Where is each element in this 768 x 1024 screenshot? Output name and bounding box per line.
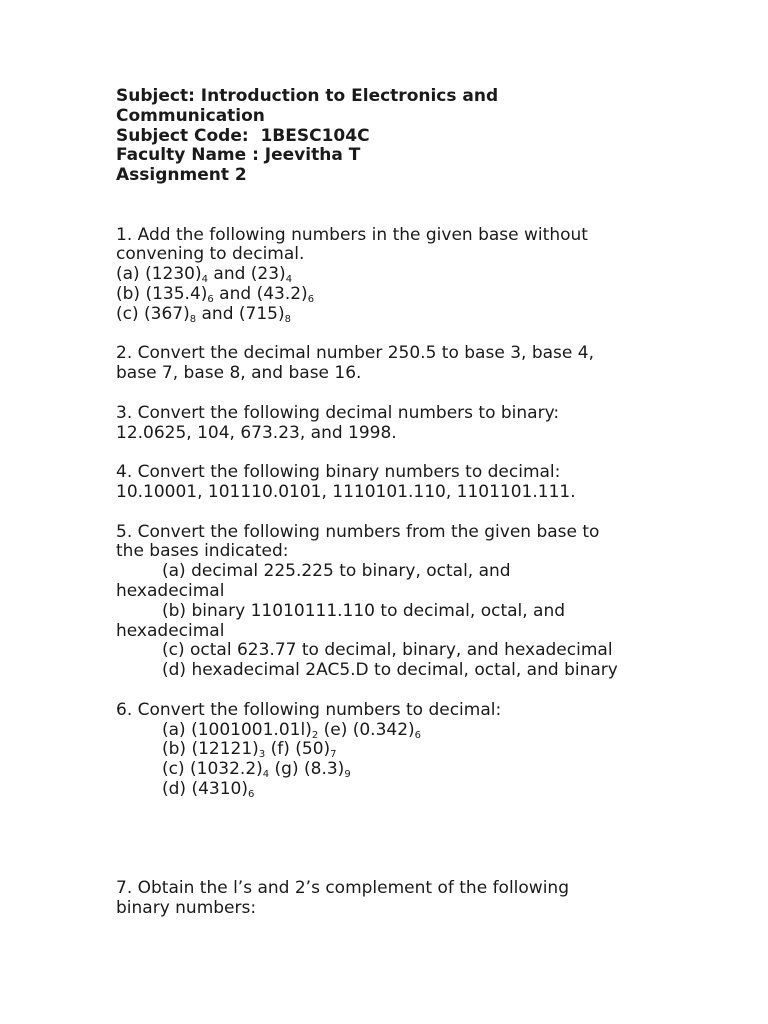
question-5 [116,523,656,681]
subject-code: Subject Code: 1BESC104C [116,125,370,146]
subject-title-line1: Subject: Introduction to Electronics and [116,86,499,106]
question-6-row-4: (d) $(4310)_6$ [162,778,255,800]
question-1-part-a: (a) $(1230)_4$ and $(23)_4$ [116,264,293,286]
question-5-part-c: (c) octal 623.77 to decimal, binary, and hexadecimal [162,640,613,661]
question-2-line2: base 7, base 8, and base 16. [116,363,362,384]
question-6-row-2: (b) $(12121)_3$ (f) $(50)_7$ [162,739,337,761]
question-1-part-b: (b) $(135.4)_6$ and $(43.2)_6$ [116,283,315,305]
question-6 [116,701,656,800]
question-7 [116,879,656,919]
question-6-row-1: (a) $(1001001.01l)_2$ (e) $(0.342)_6$ [162,719,422,741]
question-2-line1: 2. Convert the decimal number 250.5 to base 3, base 4, [116,343,594,364]
question-6-stem: 6. Convert the following numbers to decimal: [116,699,502,720]
question-3 [116,404,656,444]
question-6-row-3: (c) $(1032.2)_4$ (g) $(8.3)_9$ [162,759,351,781]
question-5-part-b-cont: hexadecimal [116,620,225,641]
assignment-number: Assignment 2 [116,165,247,186]
faculty-name: Faculty Name : Jeevitha T [116,145,361,166]
question-5-part-a: (a) decimal 225.225 to binary, octal, and [162,561,511,582]
question-1-stem-line2: convening to decimal. [116,244,305,265]
question-5-part-d: (d) hexadecimal 2AC5.D to decimal, octal, and binary [162,660,618,681]
question-7-line1: 7. Obtain the l’s and 2’s complement of the following [116,877,569,898]
assignment-header [116,87,656,186]
question-2 [116,344,656,384]
question-1 [116,226,656,325]
question-7-line2: binary numbers: [116,897,257,918]
question-1-stem-line1: 1. Add the following numbers in the given base without [116,224,588,245]
question-5-part-b: (b) binary 11010111.110 to decimal, octal, and [162,600,566,621]
question-4 [116,463,656,503]
question-5-line1: 5. Convert the following numbers from the given base to [116,521,600,542]
question-3-line1: 3. Convert the following decimal numbers to binary: [116,402,560,423]
question-5-part-a-cont: hexadecimal [116,580,225,601]
question-5-line2: the bases indicated: [116,541,289,562]
subject-title-line2: Communication [116,105,265,126]
assignment-page [116,87,656,918]
question-3-line2: 12.0625, 104, 673.23, and 1998. [116,422,397,443]
question-1-part-c: (c) $(367)_8$ and $(715)_8$ [116,303,291,325]
question-4-line1: 4. Convert the following binary numbers to decimal: [116,462,561,483]
question-4-line2: 10.10001, 101110.0101, 1110101.110, 1101101.111. [116,481,576,502]
